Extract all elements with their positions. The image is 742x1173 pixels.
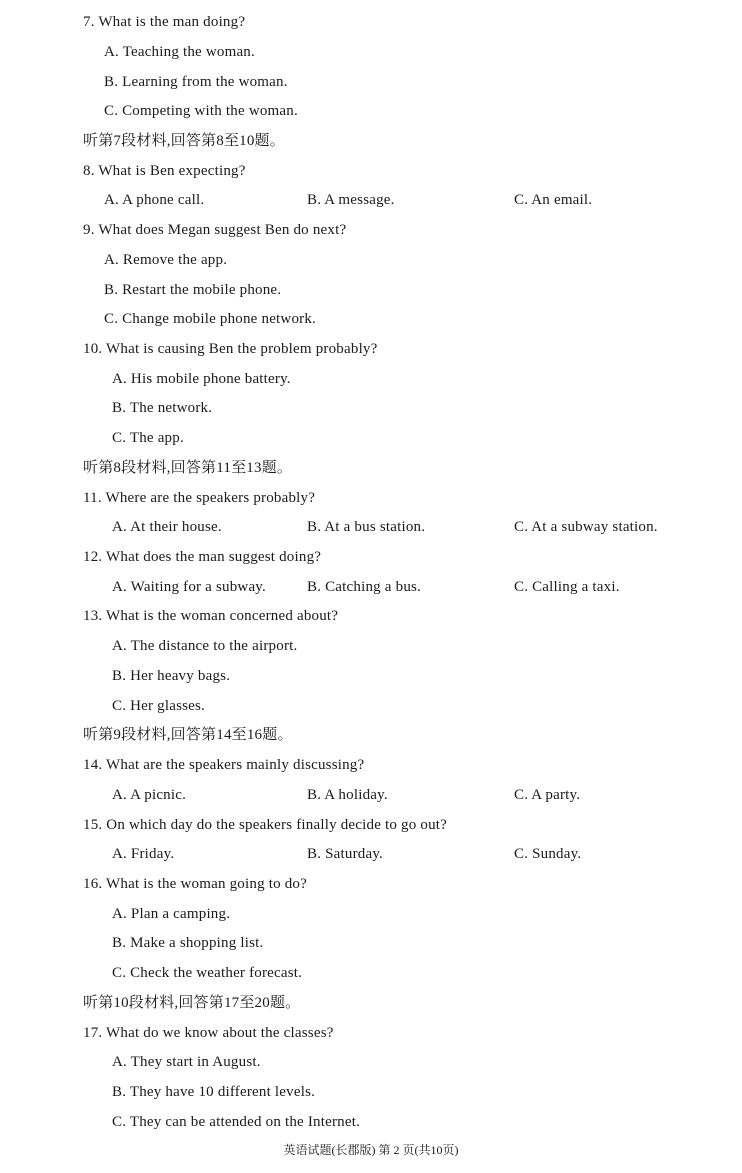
option-9a: A. Remove the app. [104,252,228,268]
option-8b: B. A message. [307,192,395,208]
option-17a: A. They start in August. [112,1054,261,1070]
option-16c: C. Check the weather forecast. [112,965,303,981]
section-instruction-9: 听第9段材料,回答第14至16题。 [83,727,293,743]
option-7b: B. Learning from the woman. [104,74,288,90]
section-instruction-10: 听第10段材料,回答第17至20题。 [83,995,301,1011]
option-11b: B. At a bus station. [307,519,426,535]
option-11c: C. At a subway station. [514,519,658,535]
question-7: 7. What is the man doing? [83,14,246,30]
option-13b: B. Her heavy bags. [112,668,231,684]
option-14c: C. A party. [514,787,581,803]
question-11: 11. Where are the speakers probably? [83,490,316,506]
option-9c: C. Change mobile phone network. [104,311,316,327]
page-footer: 英语试题(长郡版) 第 2 页(共10页) [283,1143,459,1157]
option-11a: A. At their house. [112,519,222,535]
option-12b: B. Catching a bus. [307,579,422,595]
option-10b: B. The network. [112,400,213,416]
question-9: 9. What does Megan suggest Ben do next? [83,222,347,238]
section-instruction-7: 听第7段材料,回答第8至10题。 [83,133,285,149]
option-8a: A. A phone call. [104,192,205,208]
question-12: 12. What does the man suggest doing? [83,549,322,565]
option-16a: A. Plan a camping. [112,906,231,922]
option-15a: A. Friday. [112,846,175,862]
option-17b: B. They have 10 different levels. [112,1084,316,1100]
question-10: 10. What is causing Ben the problem probably? [83,341,378,357]
option-12a: A. Waiting for a subway. [112,579,266,595]
option-9b: B. Restart the mobile phone. [104,282,282,298]
option-10c: C. The app. [112,430,184,446]
option-8c: C. An email. [514,192,593,208]
question-16: 16. What is the woman going to do? [83,876,307,892]
option-13a: A. The distance to the airport. [112,638,298,654]
option-12c: C. Calling a taxi. [514,579,620,595]
option-15b: B. Saturday. [307,846,384,862]
option-7a: A. Teaching the woman. [104,44,255,60]
option-10a: A. His mobile phone battery. [112,371,291,387]
option-14a: A. A picnic. [112,787,187,803]
option-7c: C. Competing with the woman. [104,103,298,119]
question-17: 17. What do we know about the classes? [83,1025,334,1041]
question-8: 8. What is Ben expecting? [83,163,246,179]
option-15c: C. Sunday. [514,846,582,862]
option-13c: C. Her glasses. [112,698,205,714]
section-instruction-8: 听第8段材料,回答第11至13题。 [83,460,293,476]
option-14b: B. A holiday. [307,787,388,803]
question-15: 15. On which day do the speakers finally decide to go out? [83,817,448,833]
option-17c: C. They can be attended on the Internet. [112,1114,361,1130]
option-16b: B. Make a shopping list. [112,935,264,951]
question-14: 14. What are the speakers mainly discussing? [83,757,365,773]
question-13: 13. What is the woman concerned about? [83,608,339,624]
